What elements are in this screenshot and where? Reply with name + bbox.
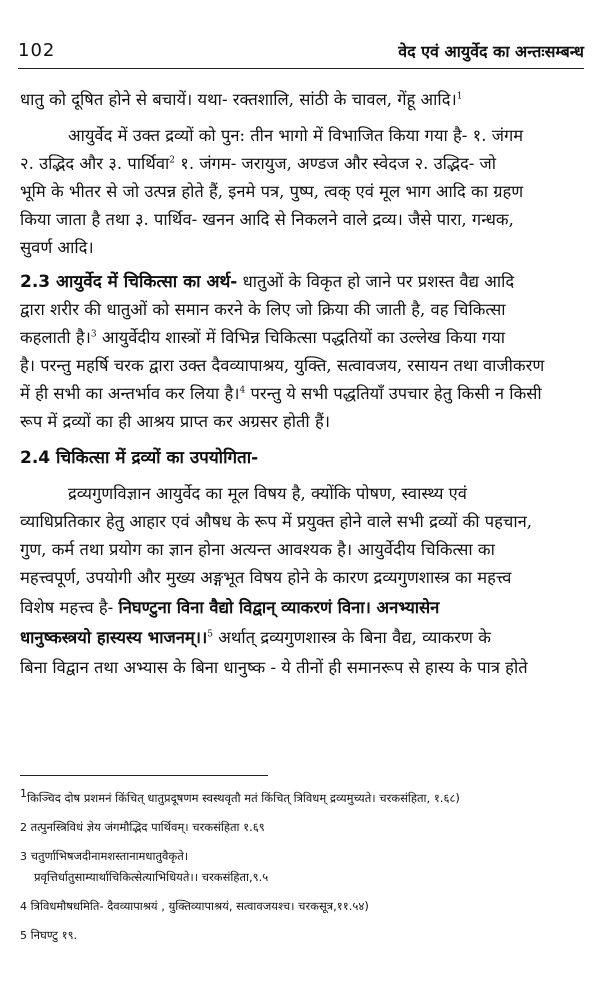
footnote-ref: 1 xyxy=(456,91,463,102)
section-heading-line xyxy=(20,444,582,472)
header-rule xyxy=(18,68,584,69)
footnote-ref: 2 xyxy=(169,155,175,166)
page-header xyxy=(18,40,584,62)
section-heading-line: 2.3 आयुर्वेद में चिकित्सा का अर्थ- धातुओं के विकृत हो जाने पर प्रशस्त वैद्य आदि xyxy=(20,272,515,292)
footnote-ref: 3 xyxy=(90,329,97,340)
body-line: महत्त्वपूर्ण, उपयोगी और मुख्य अङ्गभूत विषय होने के कारण द्रव्यगुणशास्त्र का महत्त्व xyxy=(20,568,512,587)
body-line: धानुष्कस्त्रयो हास्यस्य भाजनम्।।$^5$ अर्थात् द्रव्यगुणशास्त्र के बिना वैद्य, व्याकरण के xyxy=(20,628,491,647)
footnote-continuation: प्रवृत्तिर्धातुसाम्यार्थाचिकित्सेत्याभिधियते।। चरकसंहिता,९.५ xyxy=(34,870,269,884)
body-line: धातु को दूषित होने से बचायें। यथा- रक्तशालि, सांठी के चावल, गेंहू आदि।$^1$ xyxy=(20,90,463,109)
footnote: 4 त्रिविधमौषधमिति- दैवव्यापाश्रयं , युक्तिव्यापाश्रयं, सत्वावजयश्च। चरकसूत्र,११.५४) xyxy=(20,899,369,913)
body-line: में ही सभी का अन्तर्भाव कर लिया है।$^4$ परन्तु ये सभी पद्धतियाँ उपचार हेतु किसी न किसी xyxy=(20,384,542,403)
body-line: गुण, कर्म तथा प्रयोग का ज्ञान होना अत्यन्त आवश्यक है। आयुर्वेदीय चिकित्सा का xyxy=(20,540,495,559)
body-line: २. उद्भिद और ३. पार्थिवा$^2$ १. जंगम- जरायुज, अण्डज और स्वेदज २. उद्भिद- जो xyxy=(20,154,497,173)
footnote: 2 तत्पुनस्त्रिविधं ज्ञेय जंगमौद्भिद पार्थिवम्। चरकसंहिता १.६९ xyxy=(20,820,265,834)
sanskrit-quote: निघण्टुना विना वैद्यो विद्वान् व्याकरणं विना। अनभ्यासेन xyxy=(118,598,440,617)
page-number: 102 xyxy=(18,40,56,61)
section-heading: 2.3 आयुर्वेद में चिकित्सा का अर्थ- xyxy=(20,272,238,292)
body-line: आयुर्वेद में उक्त द्रव्यों को पुन: तीन भागो में विभाजित किया गया है- १. जंगम xyxy=(68,126,524,145)
footnote-ref: 4 xyxy=(239,385,246,396)
body-line: रूप में द्रव्यों का ही आश्रय प्राप्त कर अग्रसर होती हैं। xyxy=(20,412,330,431)
section-heading: 2.4 चिकित्सा में द्रव्यों का उपयोगिता- xyxy=(20,448,259,468)
body-line: सुवर्ण आदि। xyxy=(20,238,94,257)
body-line: बिना विद्वान तथा अभ्यास के बिना धानुष्क - ये तीनों ही समानरूप से हास्य के पात्र होते xyxy=(20,658,528,677)
body-line: है। परन्तु महर्षि चरक द्वारा उक्त दैवव्यापाश्रय, युक्ति, सत्वावजय, रसायन तथा वाजीकरण xyxy=(20,356,545,375)
footnote: 5 निघण्टु १९. xyxy=(20,928,78,942)
footnote: $^1$किञ्चिद दोष प्रशमनं किंचित् धातुप्रदूषणम स्वस्थवृतौ मतं किंचित् त्रिविधम् द्रव्यमुच्यते। चरकसंहिता, १.६८) xyxy=(20,787,460,805)
running-title: वेद एवं आयुर्वेद का अन्तःसम्बन्ध xyxy=(398,42,584,61)
sanskrit-quote: धानुष्कस्त्रयो हास्यस्य भाजनम्।। xyxy=(20,628,208,647)
footnote-rule xyxy=(20,775,268,776)
body-line: व्याधिप्रतिकार हेतु आहार एवं औषध के रूप में प्रयुक्त होने वाले सभी द्रव्यों की पहचान, xyxy=(20,512,533,531)
body-line: कहलाती है।$^3$ आयुर्वेदीय शास्त्रों में विभिन्न चिकित्सा पद्धतियों का उल्लेख किया गया xyxy=(20,328,506,347)
body-line: किया जाता है तथा ३. पार्थिव- खनन आदि से निकलने वाले द्रव्य। जैसे पारा, गन्धक, xyxy=(20,210,514,229)
body-line: भूमि के भीतर से जो उत्पन्न होते हैं, इनमे पत्र, पुष्प, त्वक् एवं मूल भाग आदि का ग्रहण xyxy=(20,182,524,201)
footnote: 3 चतुर्णाभिषजदीनामशस्तानामधातुवैकृते। xyxy=(20,849,189,863)
body-line: द्वारा शरीर की धातुओं को समान करने के लिए जो क्रिया की जाती है, वह चिकित्सा xyxy=(20,300,506,319)
footnote-ref: 5 xyxy=(207,629,213,640)
body-line: द्रव्यगुणविज्ञान आयुर्वेद का मूल विषय है, क्योंकि पोषण, स्वास्थ्य एवं xyxy=(68,484,467,503)
body-line: विशेष महत्त्व है- निघण्टुना विना वैद्यो विद्वान् व्याकरणं विना। अनभ्यासेन xyxy=(20,598,440,617)
